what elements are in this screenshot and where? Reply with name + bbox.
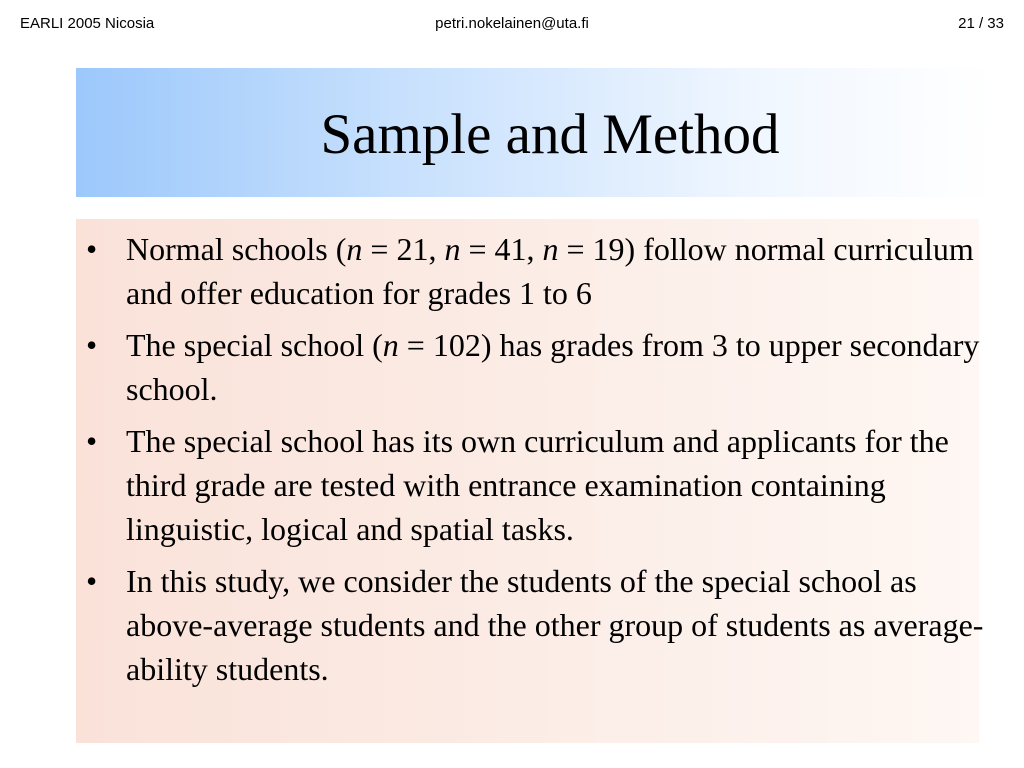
conference-label: EARLI 2005 Nicosia: [20, 15, 155, 32]
bullet-text-part: The special school has its own curriculum and applicants for the third grade are tested with entrance examination containing linguistic, logical and spatial tasks.: [126, 423, 949, 547]
bullet-text-part: = 102) has grades from 3 to upper secondary school.: [126, 327, 980, 407]
bullet-item-special-school-grades: [86, 323, 1006, 411]
n-variable: n: [346, 231, 363, 267]
bullet-text-part: In this study, we consider the students of the special school as above-average students and the other group of students as average-ability students.: [126, 563, 984, 687]
n-variable: n: [382, 327, 399, 363]
bullet-text-part: Normal schools (: [126, 231, 347, 267]
bullet-icon: •: [86, 231, 98, 267]
bullet-text-part: = 41,: [460, 231, 543, 267]
bullet-text-part: The special school (: [126, 327, 383, 363]
n-variable: n: [542, 231, 559, 267]
bullet-icon: •: [86, 563, 98, 599]
bullet-item-normal-schools: [86, 227, 1006, 315]
slide-title: Sample and Method: [320, 103, 780, 166]
author-email: petri.nokelainen@uta.fi: [435, 15, 589, 32]
page-indicator: 21 / 33: [958, 15, 1004, 32]
bullet-item-special-school-curriculum: [86, 419, 1006, 551]
bullet-icon: •: [86, 327, 98, 363]
bullet-item-study-groups: [86, 559, 1006, 691]
bullet-text-part: = 21,: [362, 231, 445, 267]
bullet-list: [86, 227, 1006, 699]
bullet-icon: •: [86, 423, 98, 459]
n-variable: n: [444, 231, 461, 267]
slide-header: [0, 0, 1024, 50]
bullet-text-part: = 19) follow normal curriculum and offer education for grades 1 to 6: [126, 231, 974, 311]
